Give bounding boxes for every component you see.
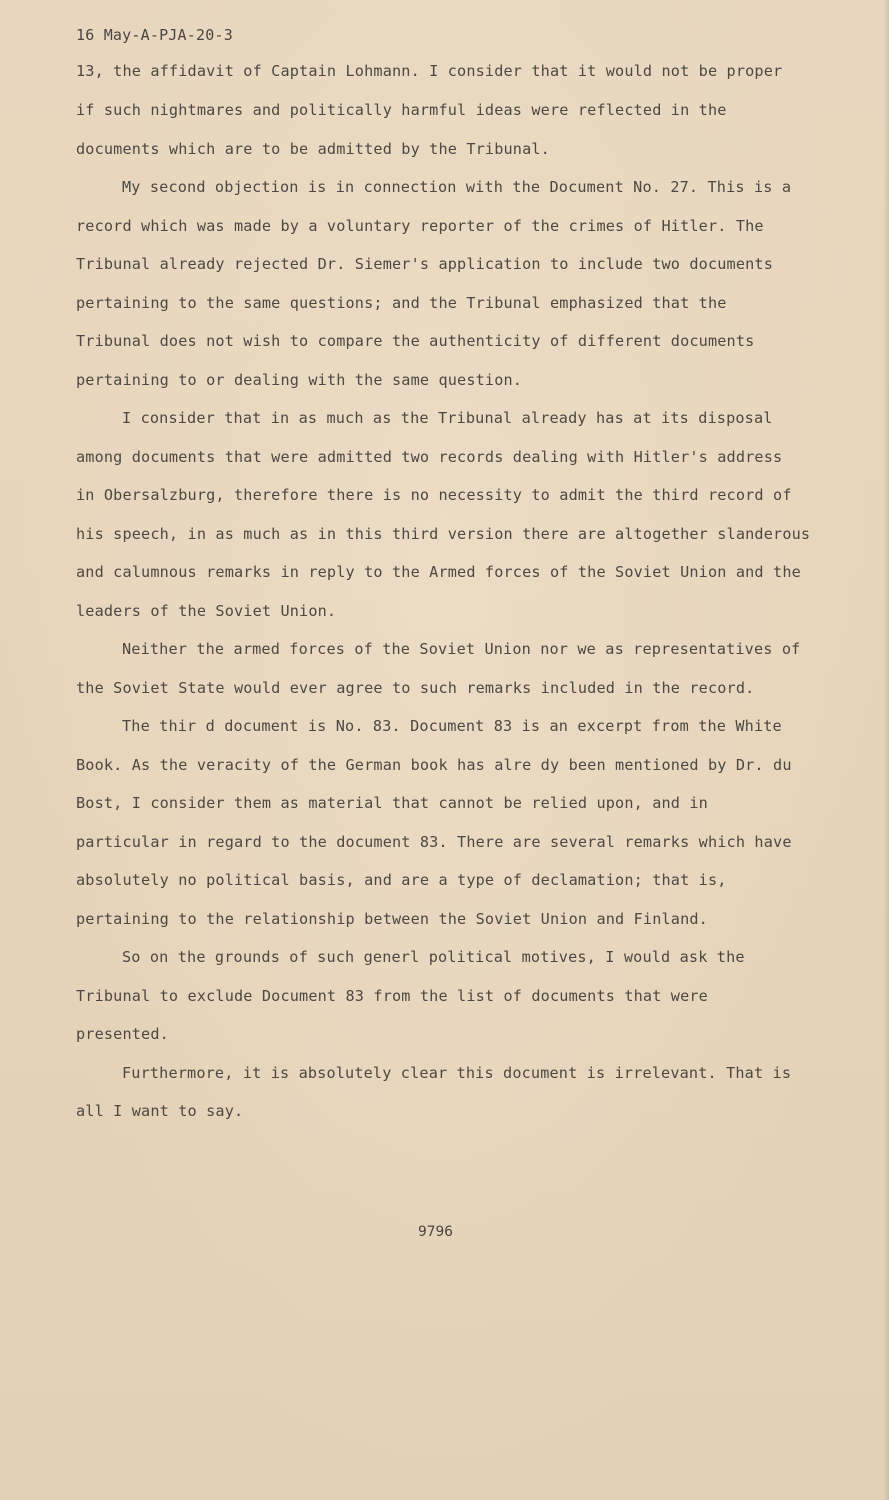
body-line: Book. As the veracity of the German book has alre dy been mentioned by Dr. du [76,756,792,774]
body-line: particular in regard to the document 83. There are several remarks which have [76,833,792,851]
body-line: I consider that in as much as the Tribunal already has at its disposal [122,409,773,427]
body-line: 13, the affidavit of Captain Lohmann. I consider that it would not be proper [76,62,783,80]
body-line: the Soviet State would ever agree to such remarks included in the record. [76,679,755,697]
page-number: 9796 [418,1224,453,1240]
body-line: his speech, in as much as in this third version there are altogether slanderous [76,525,811,543]
body-line: The thir d document is No. 83. Document 83 is an excerpt from the White [122,717,782,735]
body-line: documents which are to be admitted by the Tribunal. [76,140,550,158]
body-line: in Obersalzburg, therefore there is no necessity to admit the third record of [76,486,792,504]
body-line: record which was made by a voluntary reporter of the crimes of Hitler. The [76,217,764,235]
body-line: Furthermore, it is absolutely clear this document is irrelevant. That is [122,1064,792,1082]
body-line: So on the grounds of such generl political motives, I would ask the [122,948,745,966]
body-line: and calumnous remarks in reply to the Armed forces of the Soviet Union and the [76,563,801,581]
body-line: pertaining to the relationship between the Soviet Union and Finland. [76,910,708,928]
body-line: Tribunal does not wish to compare the authenticity of different documents [76,332,755,350]
document-reference: 16 May-A-PJA-20-3 [76,26,233,44]
body-line: Bost, I consider them as material that cannot be relied upon, and in [76,794,708,812]
body-line: presented. [76,1025,169,1043]
body-line: among documents that were admitted two records dealing with Hitler's address [76,448,783,466]
body-line: pertaining to the same questions; and the Tribunal emphasized that the [76,294,727,312]
body-line: Tribunal to exclude Document 83 from the list of documents that were [76,987,708,1005]
body-line: leaders of the Soviet Union. [76,602,337,620]
body-line: if such nightmares and politically harmful ideas were reflected in the [76,101,727,119]
body-line: absolutely no political basis, and are a type of declamation; that is, [76,871,727,889]
body-line: Neither the armed forces of the Soviet Union nor we as representatives of [122,640,801,658]
body-line: My second objection is in connection with the Document No. 27. This is a [122,178,792,196]
body-line: all I want to say. [76,1102,244,1120]
body-line: Tribunal already rejected Dr. Siemer's application to include two documents [76,255,774,273]
body-line: pertaining to or dealing with the same question. [76,371,523,389]
